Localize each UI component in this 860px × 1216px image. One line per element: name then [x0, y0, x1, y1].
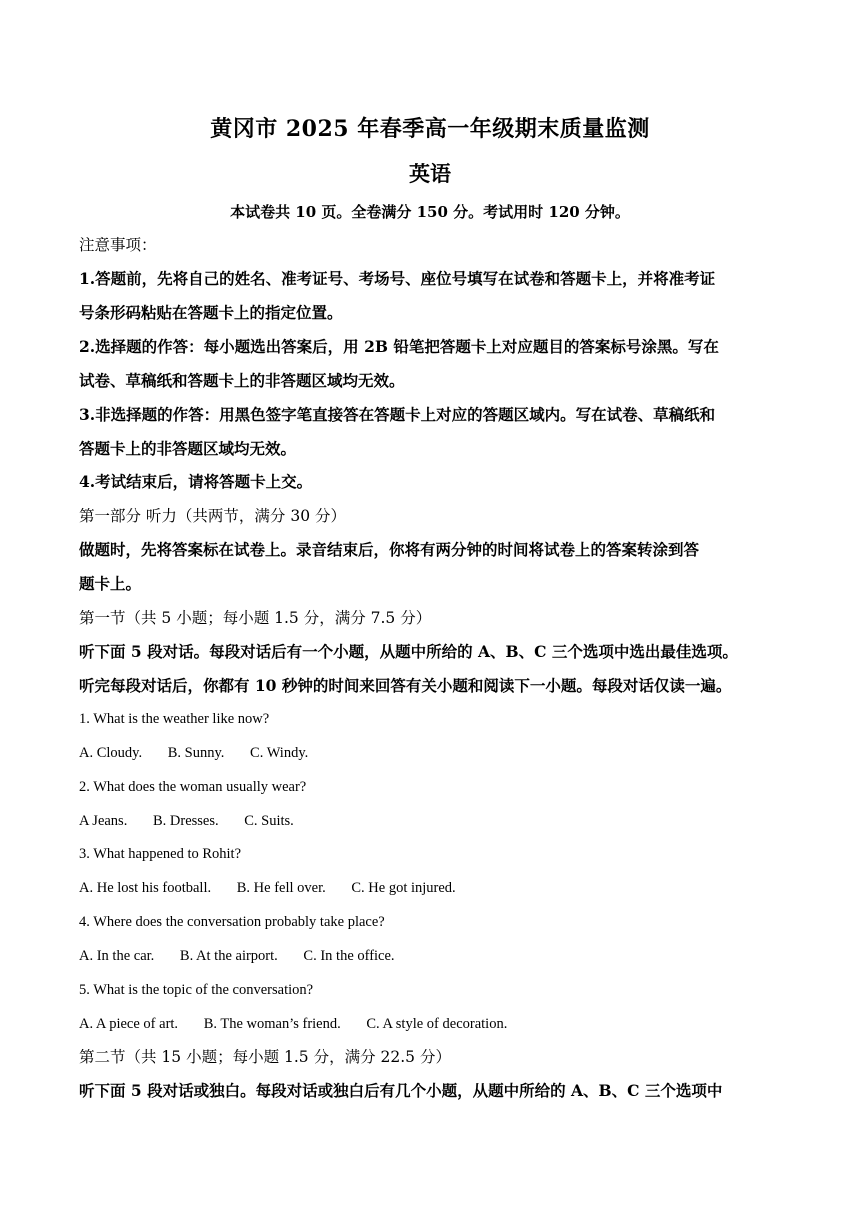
question-3-options [79, 878, 781, 898]
exam-title: 黄冈市 2025 年春季高一年级期末质量监测 [210, 116, 650, 142]
notice-item-2-line-2: 试卷、草稿纸和答题卡上的非答题区域均无效。 [79, 371, 405, 390]
question-1-option-c: C. Windy. [250, 745, 309, 761]
question-5-option-b: B. The woman’s friend. [203, 1016, 341, 1032]
question-3-option-b: B. He fell over. [236, 880, 326, 896]
question-4-option-a: A. In the car. [79, 948, 155, 964]
notice-item-2-line-1: 2.选择题的作答：每小题选出答案后，用 2B 铅笔把答题卡上对应题目的答案标号涂黑。写在 [79, 337, 719, 356]
question-2-option-c: C. Suits. [244, 813, 294, 829]
question-2-options [79, 811, 781, 831]
question-5-stem: 5. What is the topic of the conversation? [79, 982, 314, 998]
section1-instruction-line-2: 听完每段对话后，你都有 10 秒钟的时间来回答有关小题和阅读下一小题。每段对话仅读一遍。 [79, 676, 732, 695]
section2-heading: 第二节（共 15 小题；每小题 1.5 分，满分 22.5 分） [79, 1048, 451, 1066]
question-4-stem: 4. Where does the conversation probably take place? [79, 914, 385, 930]
notice-item-1-line-1: 1.答题前，先将自己的姓名、准考证号、考场号、座位号填写在试卷和答题卡上，并将准考证 [79, 269, 716, 288]
part1-instruction-line-1: 做题时，先将答案标在试卷上。录音结束后，你将有两分钟的时间将试卷上的答案转涂到答 [79, 540, 700, 559]
question-2-stem: 2. What does the woman usually wear? [79, 779, 307, 795]
question-2-option-a: A Jeans. [79, 813, 128, 829]
question-4-options [79, 946, 781, 966]
question-1-stem: 1. What is the weather like now? [79, 711, 270, 727]
question-1-option-a: A. Cloudy. [79, 745, 143, 761]
notice-item-4: 4.考试结束后，请将答题卡上交。 [79, 472, 313, 491]
notice-item-3-line-1: 3.非选择题的作答：用黑色签字笔直接答在答题卡上对应的答题区域内。写在试卷、草稿纸和 [79, 405, 716, 424]
question-5-option-c: C. A style of decoration. [366, 1016, 508, 1032]
question-3-stem: 3. What happened to Rohit? [79, 846, 242, 862]
question-1-option-b: B. Sunny. [167, 745, 225, 761]
notice-item-1-line-2: 号条形码粘贴在答题卡上的指定位置。 [79, 303, 343, 322]
question-1-options [79, 743, 781, 763]
notice-item-3-line-2: 答题卡上的非答题区域均无效。 [79, 439, 297, 458]
question-5-options [79, 1014, 781, 1034]
question-4-option-c: C. In the office. [303, 948, 395, 964]
question-3-option-c: C. He got injured. [351, 880, 456, 896]
section1-instruction-line-1: 听下面 5 段对话。每段对话后有一个小题，从题中所给的 A、B、C 三个选项中选出最佳选项。 [79, 642, 738, 661]
section2-instruction-line-1: 听下面 5 段对话或独白。每段对话或独白后有几个小题，从题中所给的 A、B、C 三个选项中 [79, 1081, 723, 1100]
question-4-option-b: B. At the airport. [179, 948, 278, 964]
question-5-option-a: A. A piece of art. [79, 1016, 179, 1032]
subject-title: 英语 [409, 161, 451, 186]
question-2-option-b: B. Dresses. [152, 813, 219, 829]
exam-info: 本试卷共 10 页。全卷满分 150 分。考试用时 120 分钟。 [230, 203, 630, 221]
section1-heading: 第一节（共 5 小题；每小题 1.5 分，满分 7.5 分） [79, 609, 432, 627]
part1-instruction-line-2: 题卡上。 [79, 574, 142, 593]
notice-heading: 注意事项： [79, 236, 157, 254]
part1-heading: 第一部分 听力（共两节，满分 30 分） [79, 507, 347, 525]
question-3-option-a: A. He lost his football. [79, 880, 212, 896]
